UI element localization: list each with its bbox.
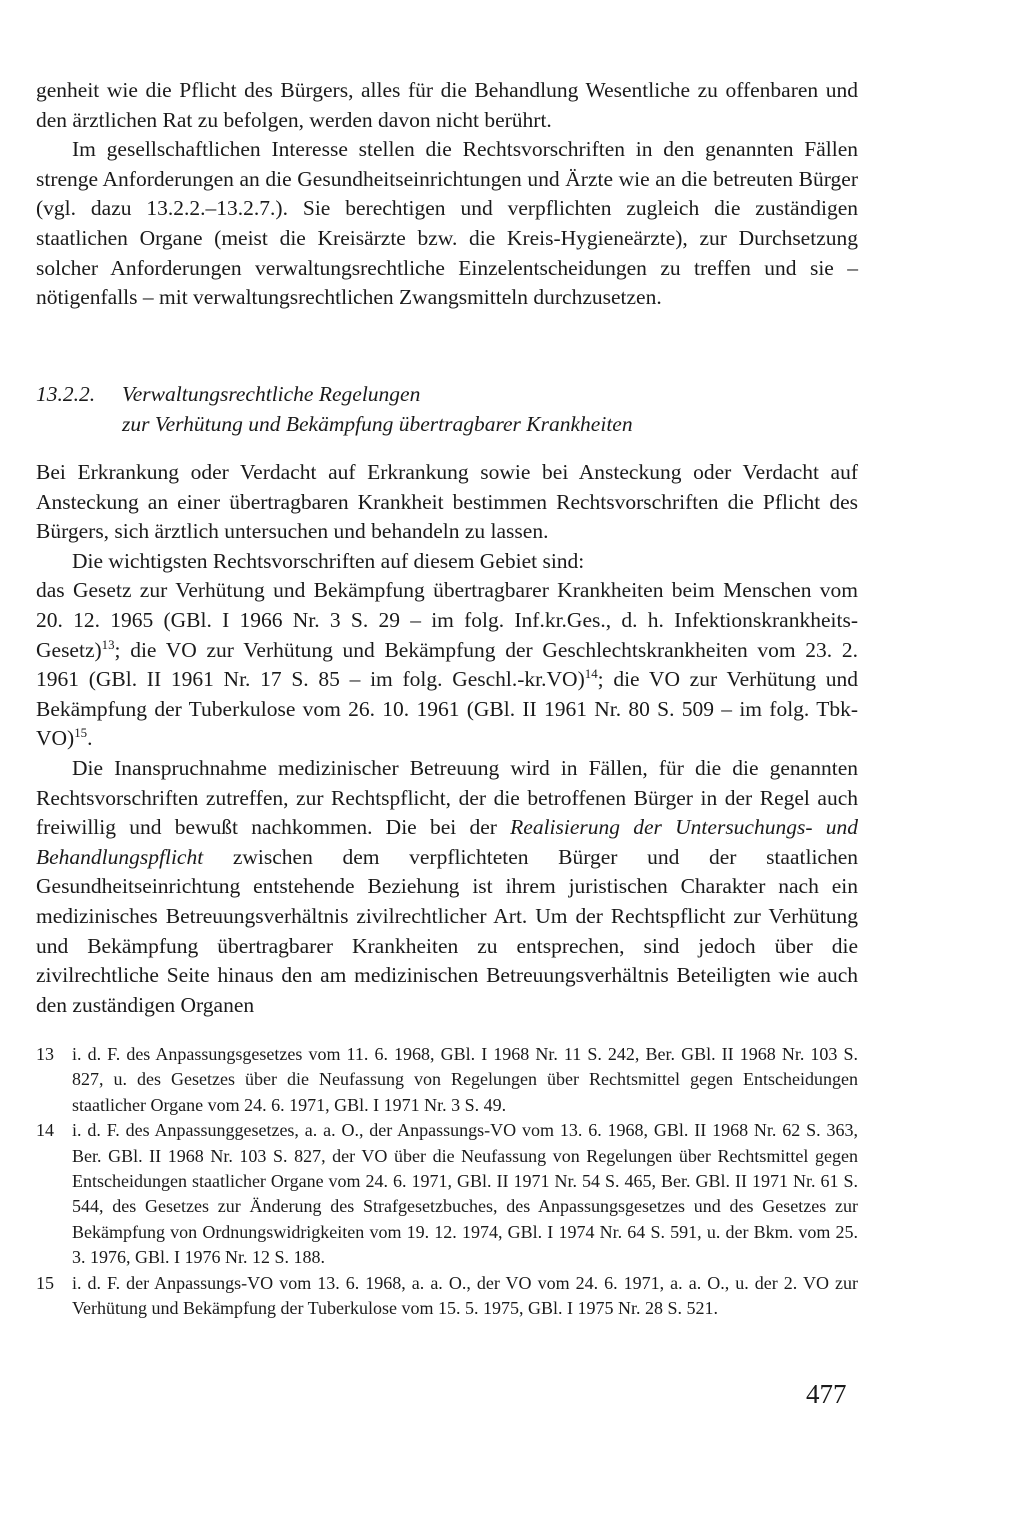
paragraph-medical-care [36, 754, 858, 1020]
book-page [36, 76, 858, 1319]
footnote-number: 15 [36, 1272, 54, 1293]
medical-care-text-b: zwischen dem verpflichteten Bürger und der staatlichen Gesundheitseinrichtung entstehende Beziehung ist ihrem juristischen Charakter nach ein medizinisches Betreuungsverhältnis zivilrechtlicher Art. Um der Rechtspflicht zur Verhütung und Bekämpfung übertragbarer Krankheiten zu entsprechen, sind jedoch über die zivilrechtliche Seite hinaus den am medizinischen Betreuungsverhältnis Beteiligten wie auch den zuständigen Organen [36, 844, 858, 1017]
footnote-ref-13[interactable]: 13 [101, 637, 115, 652]
opening-text-block [36, 76, 858, 313]
footnote-text: i. d. F. des Anpassungsgesetzes vom 11. 6. 1968, GBl. I 1968 Nr. 11 S. 242, Ber. GBl. II 1968 Nr. 103 S. 827, u. des Gesetzes über die Neufassung von Regelungen über Rechtsmittel gegen Entscheidungen staatlicher Organe vom 24. 6. 1971, GBl. I 1971 Nr. 3 S. 49. [72, 1044, 858, 1115]
section-body [36, 458, 858, 1020]
footnotes [36, 1042, 858, 1321]
footnote-number: 14 [36, 1120, 54, 1141]
section-title [122, 380, 633, 439]
regulation-text-b: ; die VO zur Verhütung und Bekämpfung der Geschlechtskrankheiten vom 23. 2. 1961 (GBl. II 1961 Nr. 17 S. 85 – im folg. Geschl.-kr.VO) [36, 637, 858, 692]
footnote-ref-15[interactable]: 15 [74, 726, 88, 741]
page-number: 477 [806, 1379, 847, 1409]
footnote-text: i. d. F. des Anpassunggesetzes, a. a. O., der Anpassungs-VO vom 13. 6. 1968, GBl. II 1968 Nr. 62 S. 363, Ber. GBl. II 1968 Nr. 103 S. 827, der VO über die Neufassung von Regelungen über Rechtsmittel gegen Entscheidungen staatlicher Organe vom 24. 6. 1971, GBl. II 1971 Nr. 54 S. 465, Ber. GBl. II 1971 Nr. 61 S. 544, des Gesetzes zur Änderung des Strafgesetzbuches, des Anpassungsgesetzes und des Gesetzes zur Bekämpfung von Ordnungswidrigkeiten vom 19. 12. 1974, GBl. I 1974 Nr. 64 S. 591, u. der Bkm. vom 25. 3. 1976, GBl. I 1976 Nr. 12 S. 188. [72, 1120, 858, 1268]
section-title-line-2: zur Verhütung und Bekämpfung übertragbarer Krankheiten [122, 411, 633, 436]
regulation-text-a: das Gesetz zur Verhütung und Bekämpfung übertragbarer Krankheiten beim Menschen vom 20. 12. 1965 (GBl. I 1966 Nr. 3 S. 29 – im folg. Inf.kr.Ges., d. h. Infektionskrankheits-Gesetz) [36, 578, 858, 662]
regulation-text-d: . [87, 726, 93, 751]
footnote-14 [36, 1118, 858, 1270]
footnote-13 [36, 1042, 858, 1118]
section-title-line-1: Verwaltungsrechtliche Regelungen [122, 382, 421, 406]
paragraph-continuation: genheit wie die Pflicht des Bürgers, alles für die Behandlung Wesentliche zu offenbaren und den ärztlichen Rat zu befolgen, werden davon nicht berührt. [36, 78, 858, 132]
paragraph-public-interest: Im gesellschaftlichen Interesse stellen die Rechtsvorschriften in den genannten Fällen strenge Anforderungen an die Gesundheitseinrichtungen und Ärzte wie an die betreuten Bürger (vgl. dazu 13.2.2.–13.2.7.). Sie berechtigen und verpflichten zugleich die zuständigen staatlichen Organe (meist die Kreisärzte bzw. die Kreis-Hygieneärzte), zur Durchsetzung solcher Anforderungen verwaltungsrechtliche Einzelentscheidungen zu treffen und sie – nötigenfalls – mit verwaltungsrechtlichen Zwangsmitteln durchzusetzen. [36, 137, 858, 310]
footnote-ref-14[interactable]: 14 [584, 667, 598, 681]
paragraph-regulations-list [36, 576, 858, 754]
footnote-15 [36, 1271, 858, 1322]
footnote-number: 13 [36, 1044, 54, 1064]
medical-care-emphasis: Realisierung der Untersuchungs- und Behandlungspflicht [36, 815, 858, 869]
paragraph-obligation: Bei Erkrankung oder Verdacht auf Erkrankung sowie bei Ansteckung oder Verdacht auf Ansteckung an einer übertragbaren Krankheit bestimmen Rechtsvorschriften die Pflicht des Bürgers, sich ärztlich untersuchen und behandeln zu lassen. [36, 460, 858, 544]
footnote-text: i. d. F. der Anpassungs-VO vom 13. 6. 1968, a. a. O., der VO vom 24. 6. 1971, a. a. O., u. der 2. VO zur Verhütung und Bekämpfung der Tuberkulose vom 15. 5. 1975, GBl. I 1975 Nr. 28 S. 521. [72, 1272, 858, 1319]
medical-care-text-a: Die Inanspruchnahme medizinischer Betreuung wird in Fällen, für die die genannten Rechtsvorschriften zutreffen, zur Rechtspflicht, der die betroffenen Bürger in der Regel auch freiwillig und bewußt nachkommen. Die bei der [36, 755, 858, 840]
paragraph-regulations-intro: Die wichtigsten Rechtsvorschriften auf diesem Gebiet sind: [72, 548, 585, 573]
regulation-text-c: ; die VO zur Verhütung und Bekämpfung der Tuberkulose vom 26. 10. 1961 (GBl. II 1961 Nr. 80 S. 509 – im folg. Tbk-VO) [36, 667, 858, 751]
section-number: 13.2.2. [36, 382, 96, 406]
